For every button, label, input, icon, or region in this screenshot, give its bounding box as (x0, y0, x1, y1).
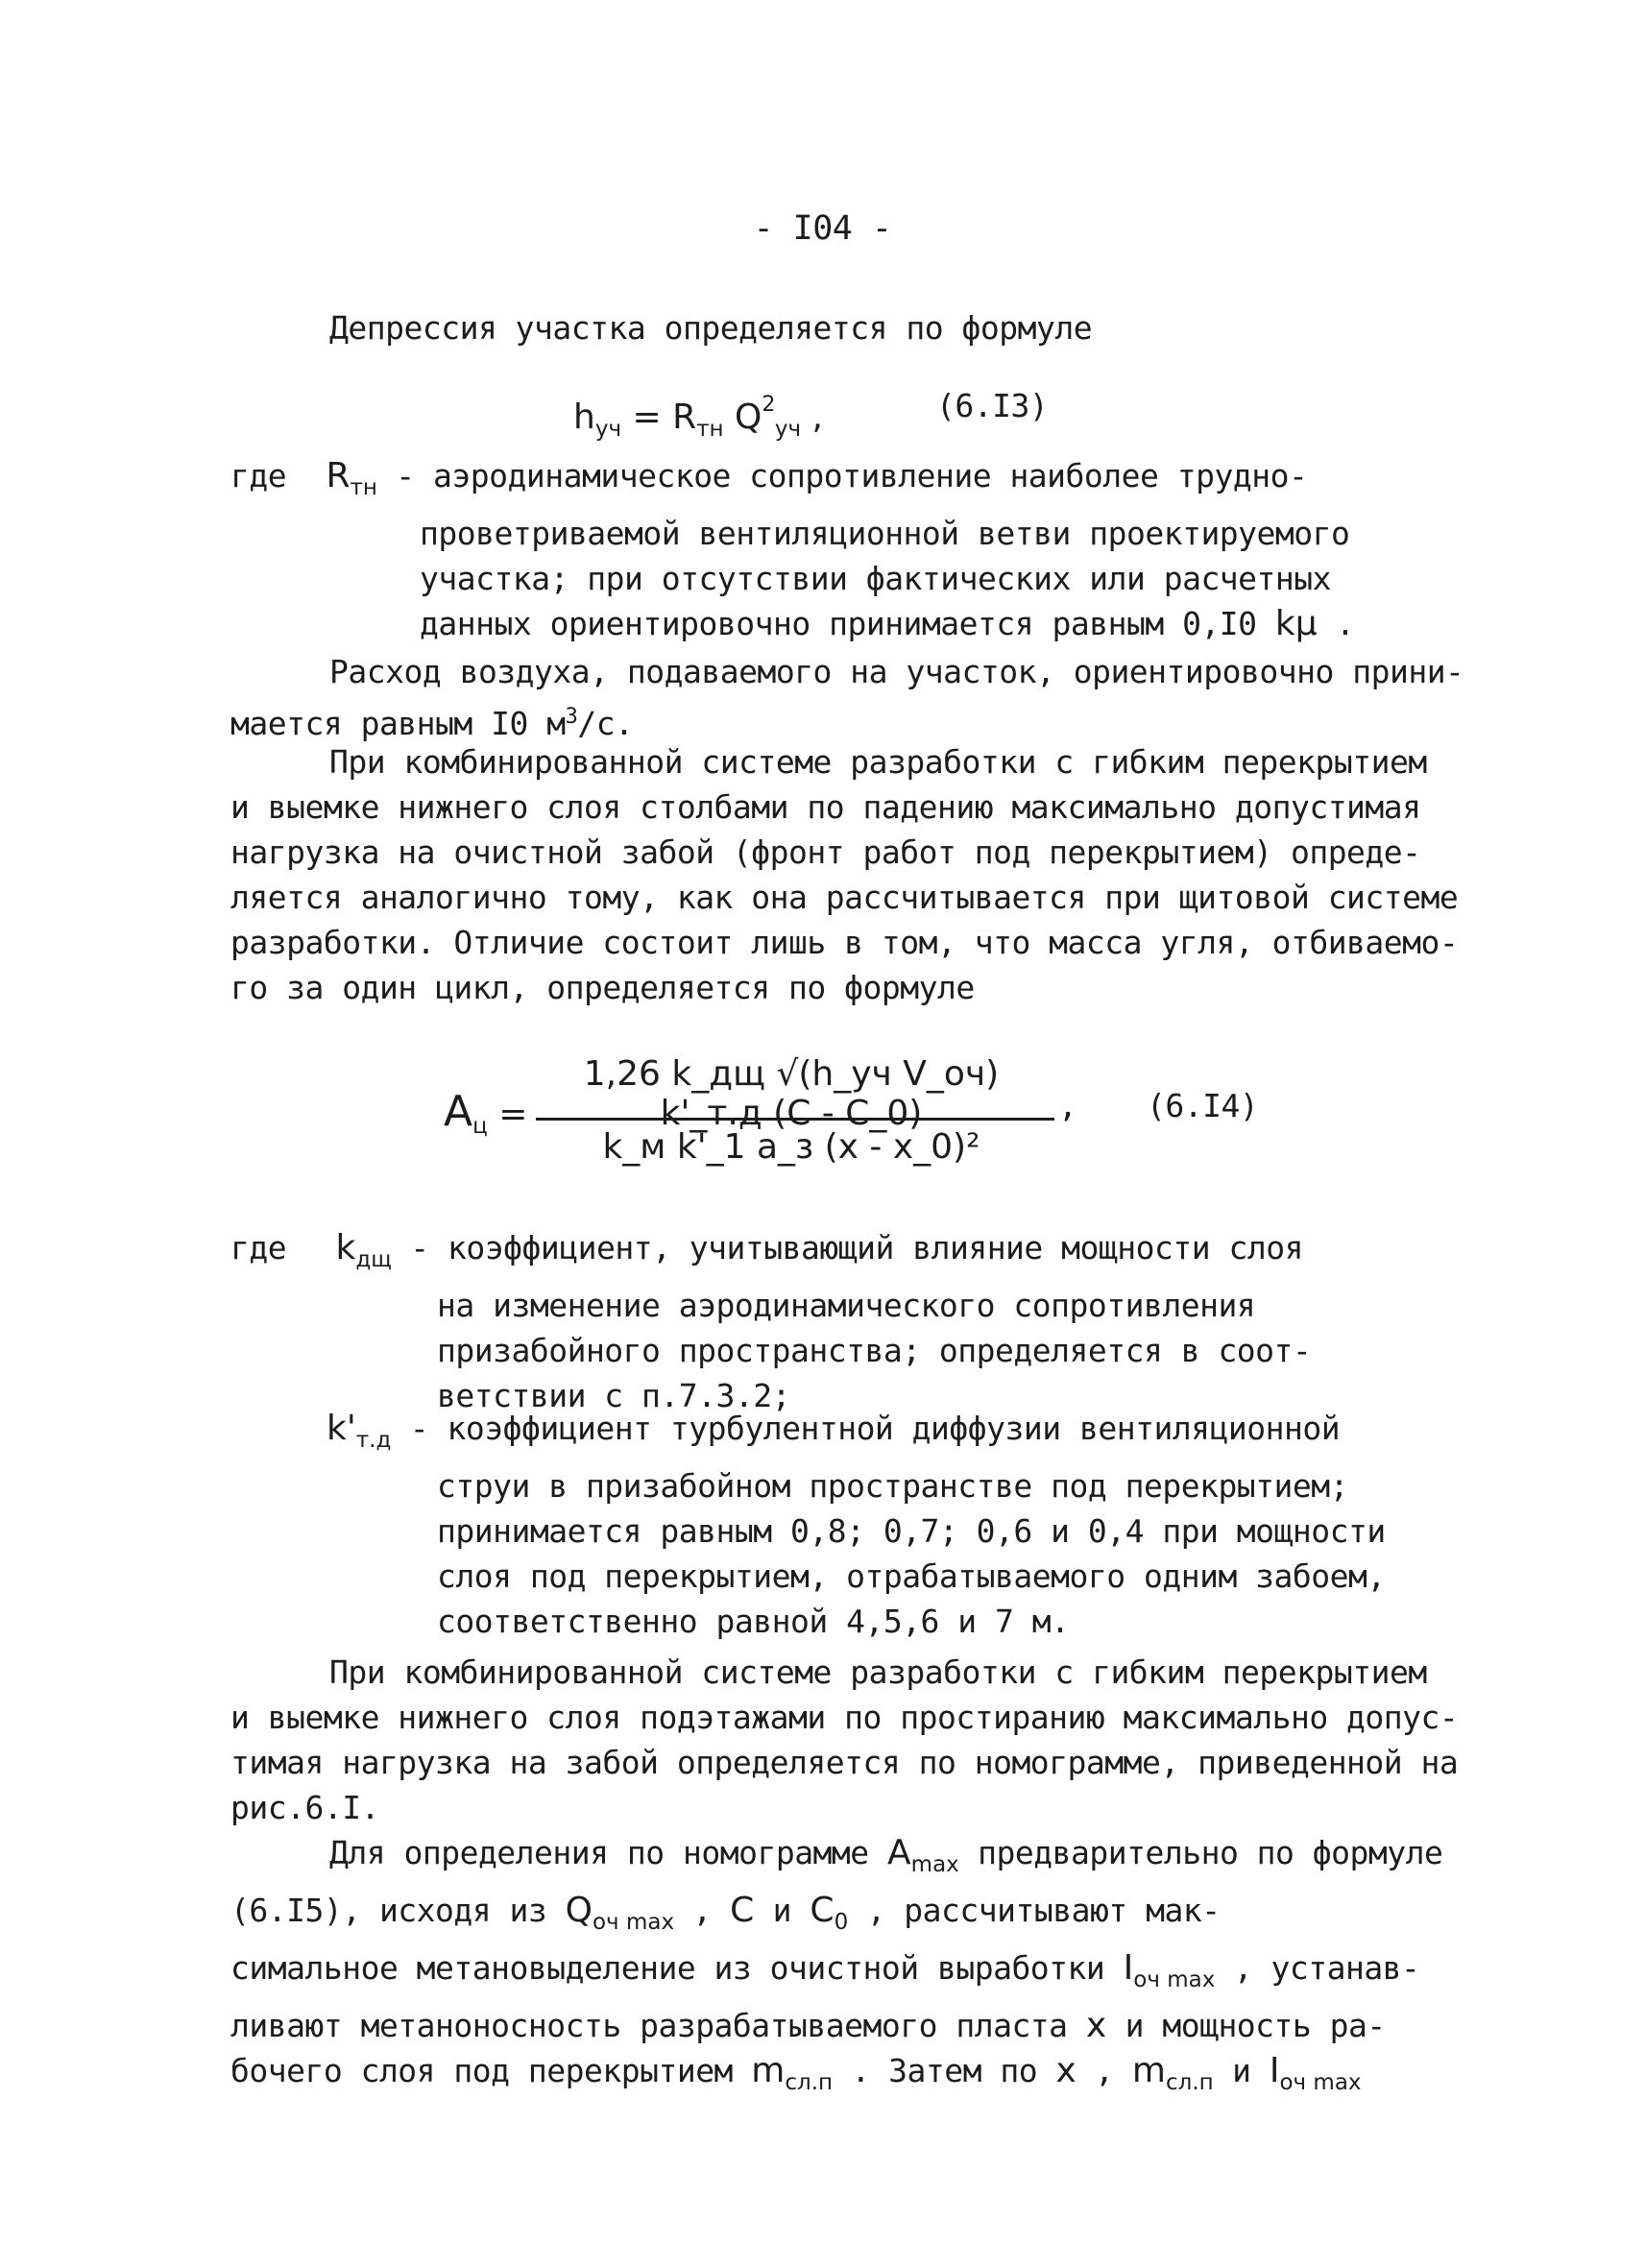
symbol-I: I (1269, 2051, 1280, 2090)
symbol-Q-sub: уч (774, 417, 802, 442)
symbol-I-sub: оч max (1133, 1967, 1216, 1992)
text-span: /с. (577, 705, 634, 742)
definition-line: на изменение аэродинамического сопротивления (437, 1287, 1256, 1324)
formula-6-13 (573, 376, 823, 458)
symbol-Q: Q (723, 398, 762, 437)
text-line (230, 2003, 1460, 2048)
definition-line: участка; при отсутствии фактических или расчетных (420, 560, 1332, 597)
symbol-m: m (751, 2051, 786, 2090)
symbol-A: A (887, 1833, 911, 1872)
formula-comma: , (801, 398, 823, 437)
symbol-Q-sup: 2 (762, 393, 775, 417)
text-span: , (1076, 2052, 1132, 2089)
text-span: (6.I5), исходя из (230, 1892, 566, 1929)
equation-number-6-14: (6.I4) (1147, 1087, 1259, 1124)
symbol-x: x (1085, 2006, 1107, 2045)
symbol-C: C (730, 1891, 755, 1930)
paragraph-nomogram (230, 1830, 1460, 2106)
definition-lead: где (230, 1229, 287, 1267)
definition-text: - аэродинамическое сопротивление наиболее трудно- (376, 457, 1308, 495)
definition-line (420, 601, 1354, 646)
symbol-C0-sub: 0 (834, 1910, 849, 1935)
paragraph-combined-system (230, 739, 1460, 1010)
text-line: При комбинированной системе разработки с гибким перекрытием (329, 1653, 1427, 1691)
definition-line: слоя под перекрытием, отрабатываемого одним забоем, (437, 1557, 1386, 1595)
text-line: рис.6.I. (230, 1789, 379, 1826)
text-line (230, 2048, 1460, 2106)
text-line: разработки. Отличие состоит лишь в том, что масса угля, отбиваемо- (230, 924, 1459, 961)
text-span: мается равным I0 м (230, 705, 566, 742)
definition-first-line (327, 1406, 1386, 1463)
paragraph-sublevels (230, 1650, 1460, 1830)
text-line: нагрузка на очистной забой (фронт работ под перекрытием) опреде- (230, 833, 1421, 871)
text-line: ляется аналогично тому, как она рассчитывается при щитовой системе (230, 879, 1459, 916)
text-span: , устанав- (1215, 1949, 1420, 1987)
text-span: , рассчитывают мак- (848, 1892, 1221, 1929)
symbol-m: m (1131, 2051, 1166, 2090)
definition-line: струи в призабойном пространстве под перекрытием; (437, 1467, 1349, 1505)
formula-6-14 (444, 1054, 1058, 1198)
paragraph-air-flow (230, 649, 1464, 746)
paragraph-intro: Депрессия участка определяется по формуле (329, 309, 1093, 347)
symbol-k-sub: дщ (355, 1247, 392, 1272)
symbol-x: x (1055, 2051, 1077, 2090)
page-number: - I04 - (753, 209, 892, 248)
text-line (230, 1945, 1460, 2003)
symbol-R: R (326, 456, 351, 495)
definition-R-tn (230, 453, 1354, 646)
symbol-R-sub: тн (696, 417, 724, 442)
formula-numerator: 1,26 k_дщ √(h_уч V_оч) k'_т.д (C - C_0) (583, 1054, 1000, 1133)
text-line: и выемке нижнего слоя подэтажами по простиранию максимально допус- (230, 1699, 1459, 1736)
symbol-k: k (335, 1228, 356, 1267)
formula-comma: , (1058, 1087, 1077, 1124)
symbol-A-sub: ц (472, 1114, 488, 1139)
symbol-A: A (444, 1087, 473, 1136)
definition-end: . (1317, 605, 1355, 642)
superscript: 3 (565, 705, 578, 729)
text-span: . Затем по (833, 2052, 1056, 2089)
text-span: и (1213, 2052, 1270, 2089)
symbol-h-sub: уч (594, 417, 622, 442)
text-line: тимая нагрузка на забой определяется по номограмме, приведенной на (230, 1744, 1459, 1781)
formula-lhs (444, 1087, 527, 1139)
symbol-m-sub: сл.п (785, 2070, 834, 2095)
text-span: бочего слоя под перекрытием (230, 2052, 752, 2089)
definition-text: данных ориентировочно принимается равным 0,I0 (420, 605, 1275, 642)
equals-sign: = (487, 1095, 528, 1134)
text-span: предварительно по формуле (958, 1834, 1443, 1871)
text-span: симальное метановыделение из очистной выработки (230, 1949, 1124, 1987)
symbol-k-prime-sub: т.д (355, 1428, 392, 1453)
definition-text: - коэффициент турбулентной диффузии вентиляционной (391, 1410, 1341, 1447)
definition-line: соответственно равной 4,5,6 и 7 м. (437, 1603, 1070, 1640)
symbol-Q-sub: оч max (592, 1910, 675, 1935)
symbol-R-sub: тн (350, 475, 377, 500)
symbol-m-sub: сл.п (1166, 2070, 1214, 2095)
symbol-I-sub: оч max (1279, 2070, 1362, 2095)
definition-lead: где (230, 457, 287, 495)
definition-text: - коэффициент, учитывающий влияние мощности слоя (391, 1229, 1303, 1267)
definition-k-td (230, 1406, 1386, 1644)
symbol-C0: C (810, 1891, 835, 1930)
symbol-Q: Q (565, 1891, 593, 1930)
definition-line: проветриваемой вентиляционной ветви проектируемого (420, 515, 1350, 552)
text-line (230, 1830, 1460, 1888)
definition-line: призабойного пространства; определяется в соот- (437, 1332, 1312, 1369)
equation-number-6-13: (6.I3) (936, 387, 1049, 424)
text-line: го за один цикл, определяется по формуле (230, 969, 975, 1006)
definition-first-line (230, 453, 1354, 511)
symbol-R: R (672, 398, 697, 437)
definition-first-line (230, 1225, 1311, 1283)
text-span: и мощность ра- (1106, 2007, 1386, 2044)
text-span: Для определения по номограмме (329, 1834, 888, 1871)
symbol-k-prime: k' (327, 1409, 356, 1448)
unit-kmu: kμ (1274, 604, 1318, 643)
symbol-h: h (573, 398, 595, 437)
text-span: , (674, 1892, 731, 1929)
definition-line: ветствии с п.7.3.2; (437, 1377, 790, 1414)
text-line (230, 1888, 1460, 1945)
text-line: При комбинированной системе разработки с гибким перекрытием (329, 743, 1427, 781)
formula-denominator: k_м k'_1 a_з (x - x_0)² (602, 1127, 980, 1167)
symbol-I: I (1123, 1948, 1134, 1988)
definition-line: принимается равным 0,8; 0,7; 0,6 и 0,4 при мощности (437, 1512, 1386, 1550)
symbol-A-sub: max (910, 1852, 959, 1877)
text-line: Расход воздуха, подаваемого на участок, ориентировочно прини- (329, 653, 1464, 690)
definition-k-dshch (230, 1225, 1311, 1418)
text-line: и выемке нижнего слоя столбами по падению максимально допустимая (230, 788, 1421, 826)
text-span: и (754, 1892, 810, 1929)
equals-sign: = (621, 398, 673, 437)
text-span: ливают метаноносность разрабатываемого пласта (230, 2007, 1086, 2044)
text-line (230, 694, 1460, 746)
fraction-bar (536, 1118, 1054, 1121)
